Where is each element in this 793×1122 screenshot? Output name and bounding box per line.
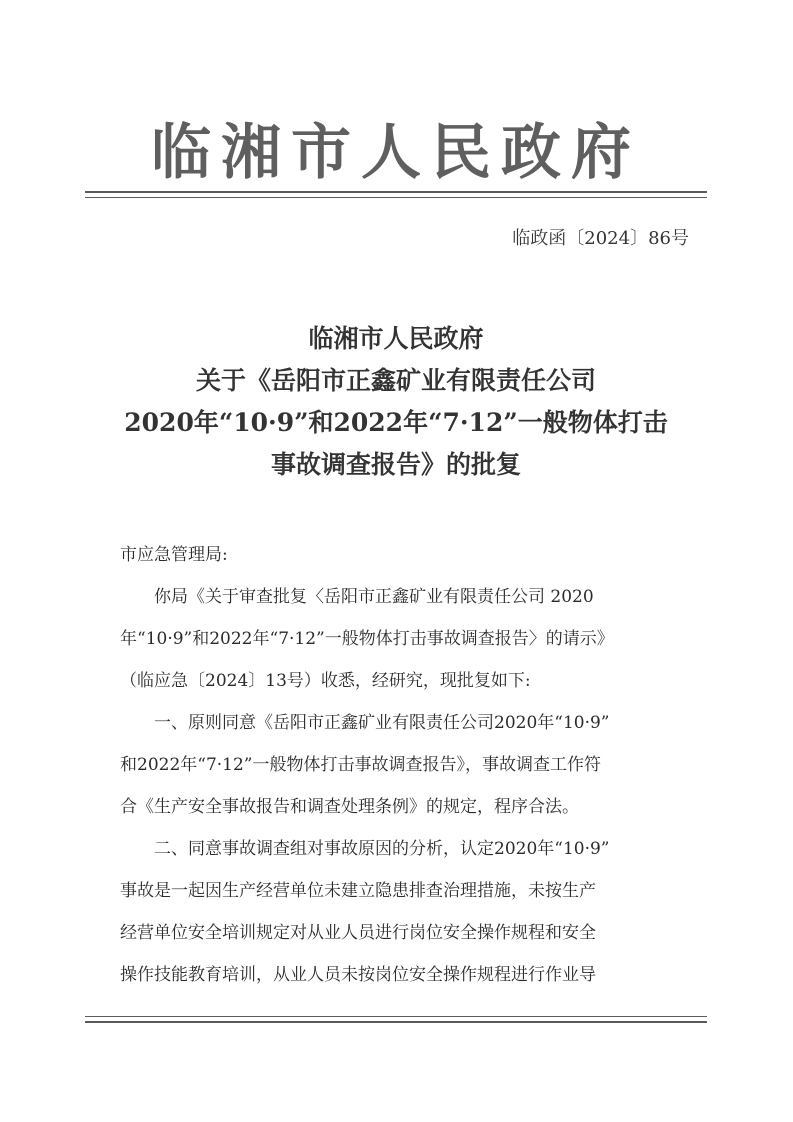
paragraph-2 <box>120 702 682 828</box>
masthead-title: 临湘市人民政府 <box>151 118 641 188</box>
masthead-rule-thin <box>85 197 707 198</box>
paragraph-line: 操作技能教育培训，从业人员未按岗位安全操作规程进行作业导 <box>120 965 596 985</box>
masthead-rule-thick <box>85 191 707 193</box>
paragraph-line: 年“10·9”和2022年“7·12”一般物体打击事故调查报告〉的请示》 <box>120 629 614 649</box>
title-line-4: 事故调查报告》的批复 <box>270 450 521 479</box>
title-line-1: 临湘市人民政府 <box>308 324 484 353</box>
title-line-3: 2020年“10·9”和2022年“7·12”一般物体打击 <box>124 408 668 437</box>
footer-rule-thick <box>85 1021 707 1023</box>
document-title <box>85 318 707 486</box>
paragraph-line: 你局《关于审查批复〈岳阳市正鑫矿业有限责任公司 2020 <box>154 587 594 607</box>
document-body <box>120 534 682 996</box>
document-number: 临政函〔2024〕86号 <box>512 228 689 249</box>
footer-rule-thin <box>85 1016 707 1017</box>
paragraph-line: 合《生产安全事故报告和调查处理条例》的规定，程序合法。 <box>120 797 579 817</box>
paragraph-line: 和2022年“7·12”一般物体打击事故调查报告》，事故调查工作符 <box>120 755 601 775</box>
paragraph-line: 经营单位安全培训规定对从业人员进行岗位安全操作规程和安全 <box>120 923 596 943</box>
paragraph-line: 二、同意事故调查组对事故原因的分析，认定2020年“10·9” <box>154 839 610 859</box>
paragraph-line: 事故是一起因生产经营单位未建立隐患排查治理措施，未按生产 <box>120 881 596 901</box>
paragraph-line: （临应急〔2024〕13号）收悉，经研究，现批复如下: <box>120 671 531 691</box>
paragraph-1 <box>120 576 682 702</box>
paragraph-line: 一、原则同意《岳阳市正鑫矿业有限责任公司2020年“10·9” <box>154 713 610 733</box>
salutation: 市应急管理局: <box>120 545 228 565</box>
title-line-2: 关于《岳阳市正鑫矿业有限责任公司 <box>195 366 596 395</box>
paragraph-3 <box>120 828 682 996</box>
